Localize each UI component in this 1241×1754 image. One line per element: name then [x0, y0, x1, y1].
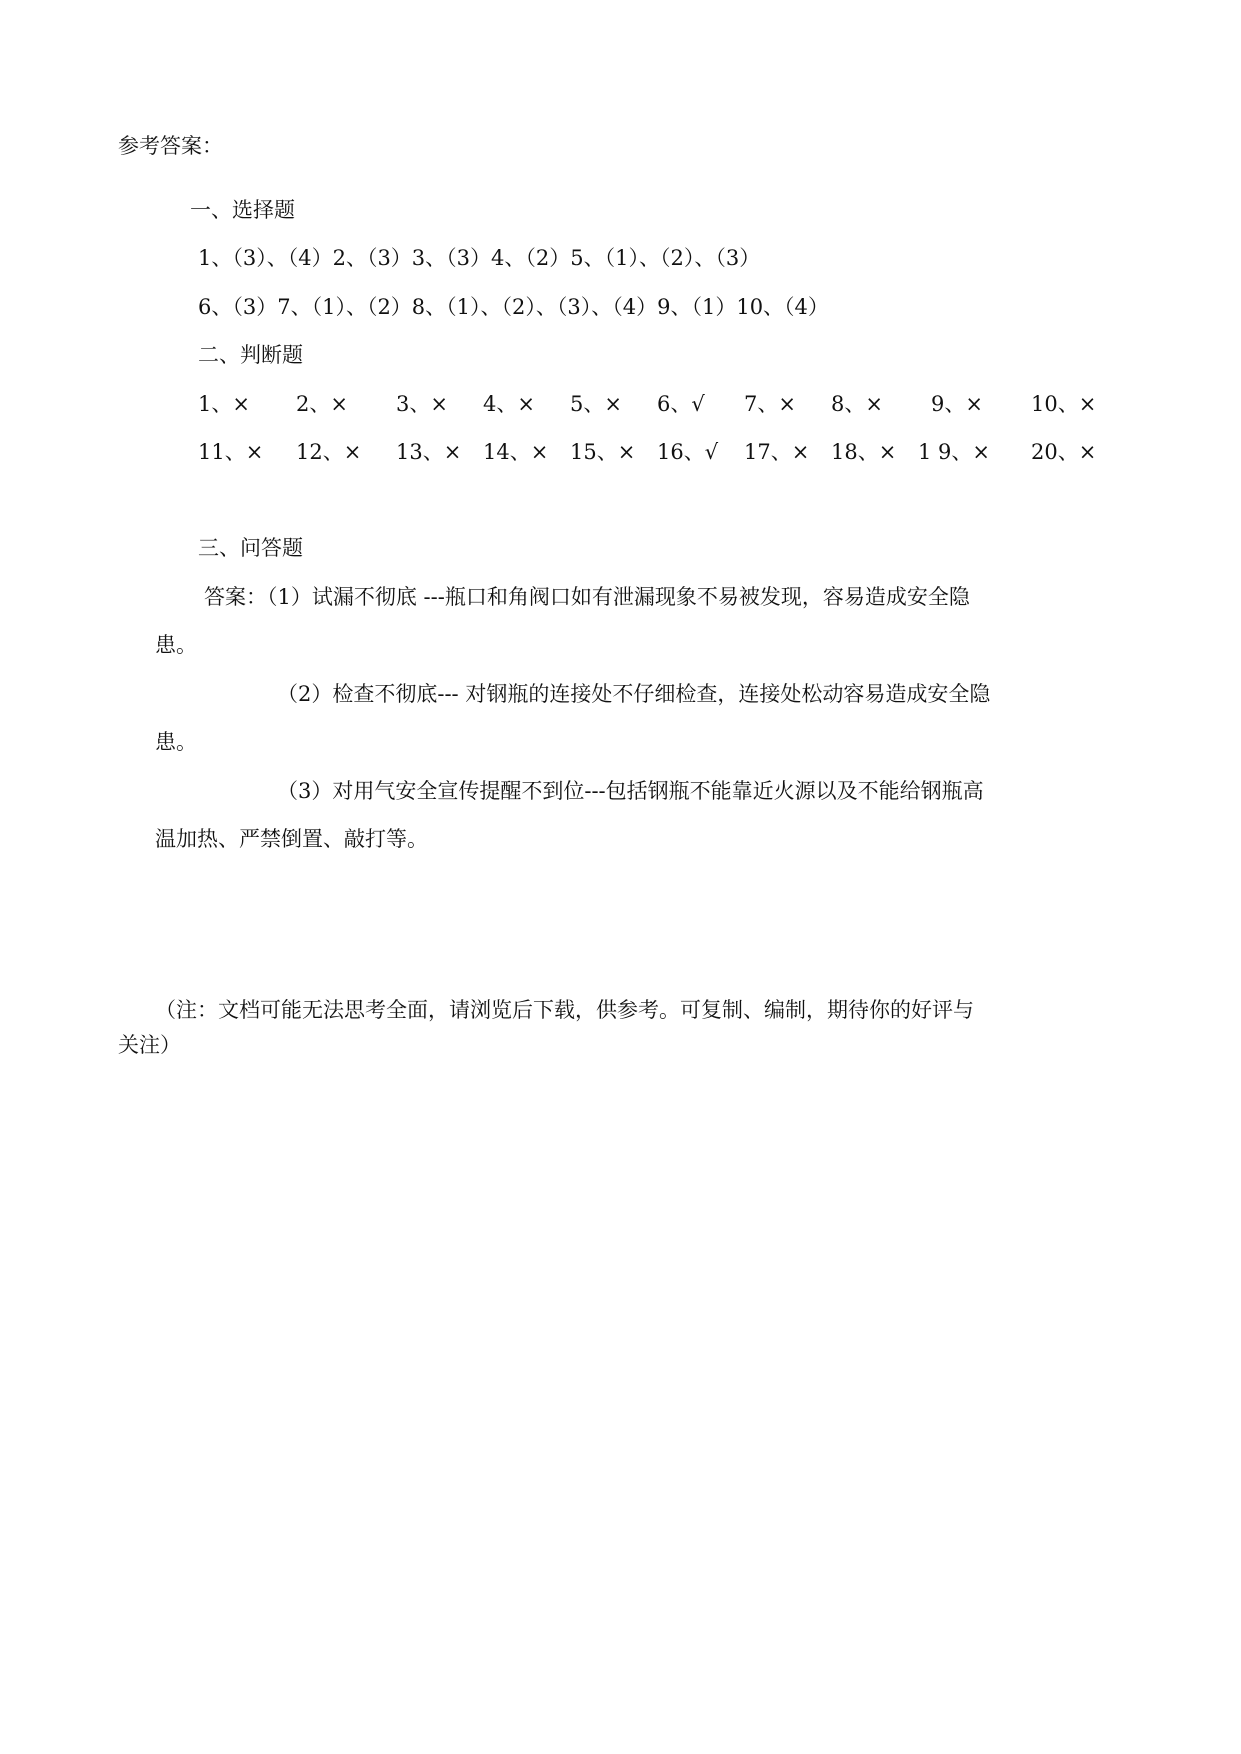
- answer-1-line-2: 患。: [155, 633, 197, 657]
- answer-2-line-2: 患。: [155, 730, 197, 754]
- true-false-answer: 6、√: [657, 392, 705, 416]
- answer-2-line-1: （2）检查不彻底--- 对钢瓶的连接处不仔细检查，连接处松动容易造成安全隐: [277, 682, 991, 706]
- true-false-answer: 4、×: [483, 392, 535, 416]
- section-title-true-false: 二、判断题: [198, 343, 303, 367]
- true-false-answer: 13、×: [396, 440, 462, 464]
- answer-3-line-2: 温加热、严禁倒置、敲打等。: [155, 827, 428, 851]
- true-false-answer: 7、×: [744, 392, 796, 416]
- true-false-answer: 5、×: [570, 392, 622, 416]
- footer-note-line-2: 关注）: [118, 1033, 181, 1057]
- true-false-answer: 3、×: [396, 392, 448, 416]
- true-false-answer: 20、×: [1031, 440, 1097, 464]
- answer-3-line-1: （3）对用气安全宣传提醒不到位---包括钢瓶不能靠近火源以及不能给钢瓶高: [277, 779, 984, 803]
- true-false-answer: 18、×: [831, 440, 897, 464]
- true-false-answer: 1、×: [198, 392, 250, 416]
- true-false-answer: 16、√: [657, 440, 719, 464]
- true-false-answer: 8、×: [831, 392, 883, 416]
- section-title-short-answer: 三、问答题: [198, 536, 303, 560]
- true-false-answer: 15、×: [570, 440, 636, 464]
- section-title-multiple-choice: 一、选择题: [190, 198, 295, 222]
- multiple-choice-answers-line-1: 1、（3）、（4）2、（3）3、（3）4、（2）5、（1）、（2）、（3）: [198, 246, 761, 270]
- true-false-answer: 12、×: [296, 440, 362, 464]
- true-false-answer: 14、×: [483, 440, 549, 464]
- answer-1-line-1: 答案：（1）试漏不彻底 ---瓶口和角阀口如有泄漏现象不易被发现，容易造成安全隐: [204, 585, 970, 609]
- page-heading: 参考答案：: [118, 134, 223, 158]
- true-false-answer: 1 9、×: [918, 440, 990, 464]
- multiple-choice-answers-line-2: 6、（3）7、（1）、（2）8、（1）、（2）、（3）、（4）9、（1）10、（4）: [198, 295, 829, 319]
- true-false-answer: 17、×: [744, 440, 810, 464]
- true-false-answer: 11、×: [198, 440, 264, 464]
- true-false-answer: 9、×: [931, 392, 983, 416]
- footer-note-line-1: （注：文档可能无法思考全面，请浏览后下载，供参考。可复制、编制，期待你的好评与: [155, 998, 974, 1022]
- true-false-answer: 2、×: [296, 392, 348, 416]
- true-false-answer: 10、×: [1031, 392, 1097, 416]
